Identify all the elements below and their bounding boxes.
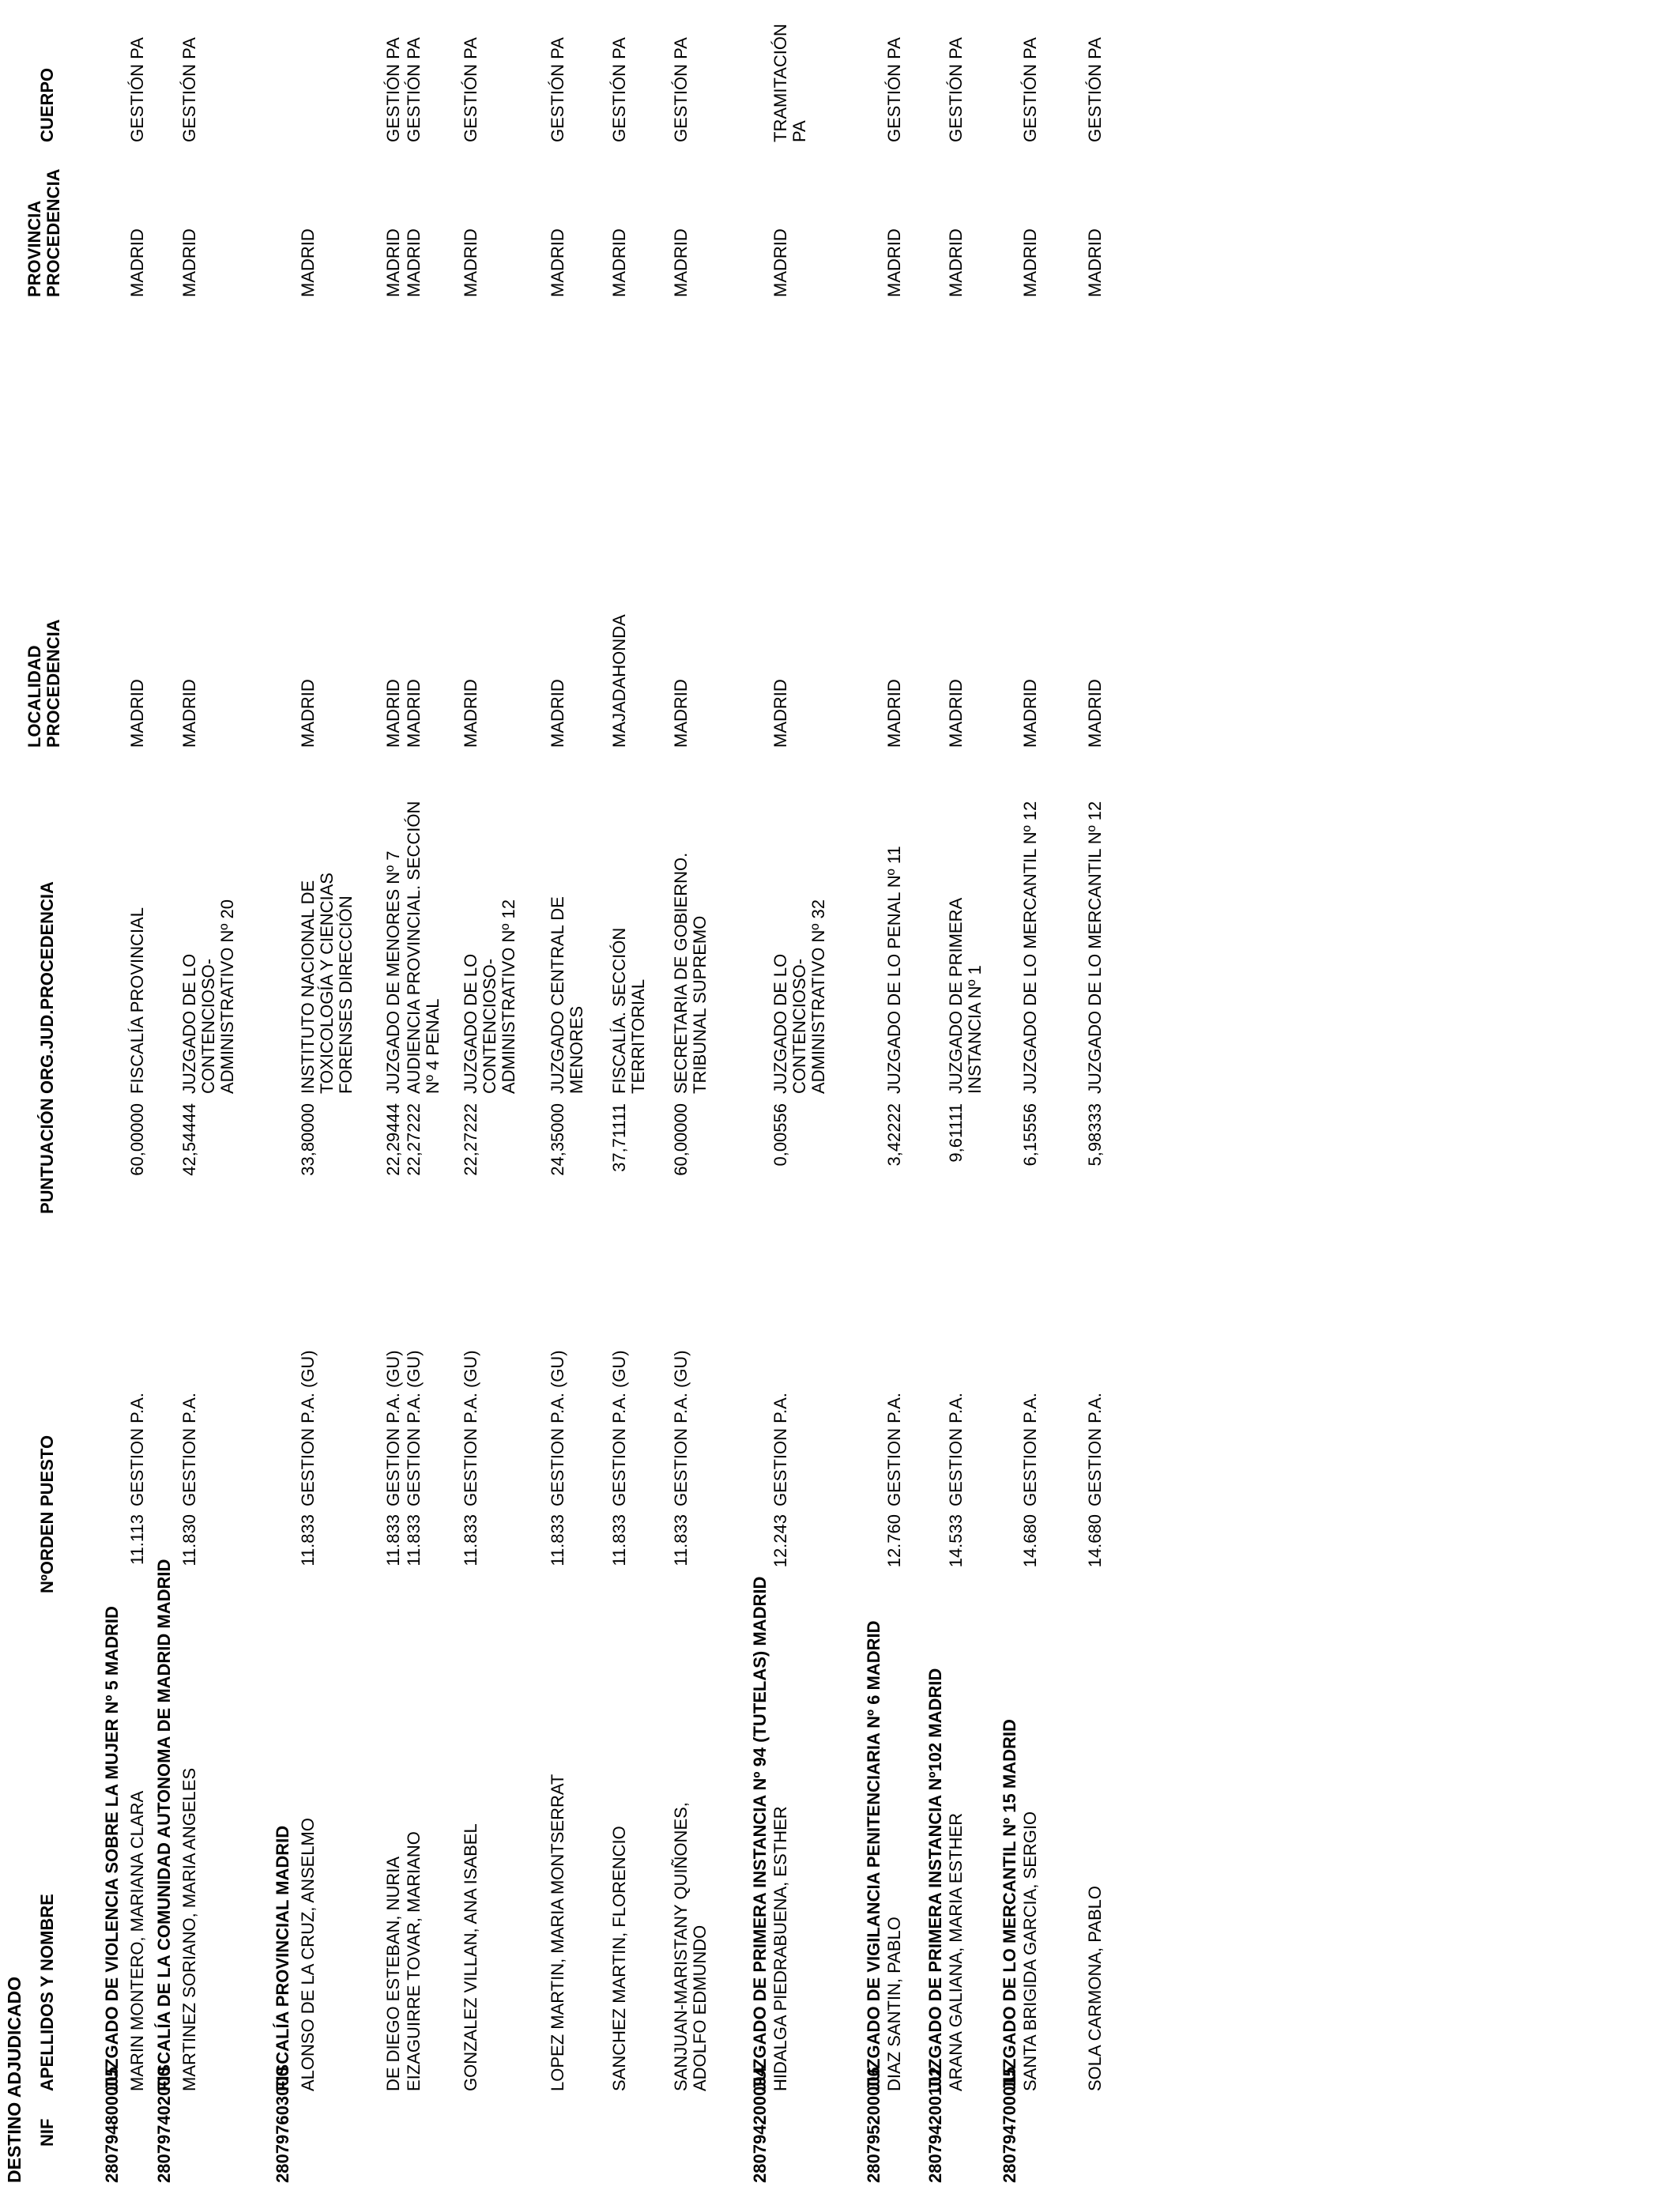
cell-puesto: GESTION P.A. (GU) [404,1350,424,1506]
cell-localidad: MADRID [404,679,424,748]
cell-puntuacion: 42,54444 [179,1103,199,1176]
cell-puntuacion: 60,00000 [127,1103,147,1176]
cell-org: AUDIENCIA PROVINCIAL. SECCIÓN Nº 4 PENAL [404,801,443,1094]
cell-provincia: MADRID [946,228,966,297]
cell-cuerpo: GESTIÓN PA [461,37,480,142]
cell-org: JUZGADO DE LO CONTENCIOSO-ADMINISTRATIVO Nº 12 [461,899,518,1094]
cell-orden: 11.833 [548,1514,567,1566]
cell-provincia: MADRID [461,228,480,297]
cell-cuerpo: GESTIÓN PA [609,37,629,142]
cell-puesto: GESTION P.A. [1020,1393,1040,1506]
sheet-title: DESTINO ADJUDICADO [4,1976,24,2183]
cell-orden: 12.243 [770,1514,790,1568]
cell-puntuacion: 6,15556 [1020,1103,1040,1167]
group-nif: 280794200094 [750,2067,770,2183]
cell-org: FISCALÍA. SECCIÓN TERRITORIAL [609,927,648,1094]
cell-puntuacion: 22,27222 [461,1103,480,1176]
cell-nombre: EIZAGUIRRE TOVAR, MARIANO [404,1831,424,2091]
cell-puntuacion: 9,61111 [946,1103,966,1163]
cell-nombre: HIDALGA PIEDRABUENA, ESTHER [770,1806,790,2091]
cell-provincia: MADRID [548,228,567,297]
cell-localidad: MADRID [946,679,966,748]
group-destino: JUZGADO DE LO MERCANTIL Nº 15 MADRID [1000,1719,1019,2091]
cell-provincia: MADRID [884,228,904,297]
cell-localidad: MADRID [671,679,691,748]
cell-org: JUZGADO DE MENORES Nº 7 [383,850,403,1094]
cell-org: JUZGADO DE PRIMERA INSTANCIA Nº 1 [946,899,985,1094]
cell-puntuacion: 60,00000 [671,1103,691,1176]
cell-localidad: MADRID [884,679,904,748]
cell-org: INSTITUTO NACIONAL DE TOXICOLOGÍA Y CIENCIAS FORENSES DIRECCIÓN [298,873,356,1094]
cell-localidad: MADRID [127,679,147,748]
header-cuerpo: CUERPO [37,67,57,142]
cell-puesto: GESTION P.A. (GU) [461,1350,480,1506]
cell-cuerpo: GESTIÓN PA [548,37,567,142]
cell-cuerpo: GESTIÓN PA [127,37,147,142]
cell-cuerpo: GESTIÓN PA [404,37,424,142]
cell-nombre: SANCHEZ MARTIN, FLORENCIO [609,1826,629,2091]
header-localidad [25,619,63,748]
cell-localidad: MADRID [548,679,567,748]
cell-puesto: GESTION P.A. (GU) [383,1350,403,1506]
cell-puntuacion: 0,00556 [770,1103,790,1167]
cell-puntuacion: 24,35000 [548,1103,567,1176]
cell-puntuacion: 33,80000 [298,1103,318,1176]
cell-cuerpo: GESTIÓN PA [946,37,966,142]
cell-cuerpo: GESTIÓN PA [884,37,904,142]
header-provincia [25,168,63,297]
header-provincia-line2: PROCEDENCIA [43,168,63,297]
cell-localidad: MADRID [179,679,199,748]
cell-localidad: MADRID [298,679,318,748]
cell-localidad: MADRID [461,679,480,748]
header-nif: NIF [37,2118,57,2147]
group-destino: FISCALÍA PROVINCIAL MADRID [273,1825,292,2091]
cell-orden: 12.760 [884,1514,904,1568]
cell-cuerpo: GESTIÓN PA [1020,37,1040,142]
group-destino: FISCALÍA DE LA COMUNIDAD AUTONOMA DE MADRID MADRID [154,1559,174,2091]
header-localidad-line1: LOCALIDAD [24,645,44,748]
cell-orden: 11.833 [383,1514,403,1566]
cell-nombre: DE DIEGO ESTEBAN, NURIA [383,1856,403,2091]
cell-orden: 11.830 [179,1514,199,1566]
cell-provincia: MADRID [770,228,790,297]
group-destino: JUZGADO DE VIGILANCIA PENITENCIARIA Nº 6 MADRID [864,1620,883,2091]
header-puntuacion: PUNTUACIÓN [37,1098,57,1214]
cell-nombre: ARANA GALIANA, MARIA ESTHER [946,1812,966,2091]
cell-org: JUZGADO DE LO CONTENCIOSO-ADMINISTRATIVO Nº 20 [179,899,237,1094]
cell-localidad: MADRID [770,679,790,748]
cell-orden: 11.833 [404,1514,424,1566]
cell-puntuacion: 37,71111 [609,1103,629,1172]
cell-provincia: MADRID [1085,228,1105,297]
cell-org: SECRETARIA DE GOBIERNO. TRIBUNAL SUPREMO [671,852,710,1094]
cell-cuerpo: GESTIÓN PA [1085,37,1105,142]
header-provincia-line1: PROVINCIA [24,200,44,297]
cell-nombre: MARTINEZ SORIANO, MARIA ANGELES [179,1767,199,2091]
header-localidad-line2: PROCEDENCIA [43,619,63,748]
cell-provincia: MADRID [404,228,424,297]
cell-localidad: MAJADAHONDA [609,614,629,748]
cell-puntuacion: 22,29444 [383,1103,403,1176]
cell-nombre: ALONSO DE LA CRUZ, ANSELMO [298,1818,318,2091]
cell-org: FISCALÍA PROVINCIAL [127,907,147,1094]
cell-cuerpo: TRAMITACIÓN PA [770,24,809,142]
cell-localidad: MADRID [1085,679,1105,748]
cell-nombre: SANJUAN-MARISTANY QUIÑONES, ADOLFO EDMUNDO [671,1802,710,2091]
cell-org: JUZGADO DE LO MERCANTIL Nº 12 [1085,801,1105,1094]
group-destino: JUZGADO DE PRIMERA INSTANCIA Nº 94 (TUTELAS) MADRID [750,1576,770,2091]
cell-orden: 11.833 [298,1514,318,1566]
group-destino: JUZGADO DE VIOLENCIA SOBRE LA MUJER Nº 5 MADRID [102,1606,122,2091]
cell-orden: 14.680 [1020,1514,1040,1568]
cell-nombre: SANTA BRIGIDA GARCIA, SERGIO [1020,1811,1040,2091]
cell-puesto: GESTION P.A. [179,1393,199,1506]
header-nombre: APELLIDOS Y NOMBRE [37,1894,57,2091]
cell-provincia: MADRID [127,228,147,297]
cell-provincia: MADRID [671,228,691,297]
group-nif: 280795200006 [864,2067,883,2183]
cell-puesto: GESTION P.A. (GU) [609,1350,629,1506]
cell-puesto: GESTION P.A. [884,1393,904,1506]
cell-orden: 14.680 [1085,1514,1105,1568]
cell-cuerpo: GESTIÓN PA [179,37,199,142]
cell-orden: 11.113 [127,1514,147,1566]
group-nif: 280794200102 [925,2067,945,2183]
cell-cuerpo: GESTIÓN PA [383,37,403,142]
cell-puesto: GESTION P.A. [127,1393,147,1506]
cell-localidad: MADRID [1020,679,1040,748]
cell-org: JUZGADO CENTRAL DE MENORES [548,896,586,1094]
group-nif: 280794700015 [1000,2067,1019,2183]
cell-puesto: GESTION P.A. (GU) [298,1350,318,1506]
cell-nombre: MARIN MONTERO, MARIANA CLARA [127,1790,147,2091]
header-orden: NºORDEN [37,1511,57,1593]
cell-org: JUZGADO DE LO PENAL Nº 11 [884,846,904,1094]
cell-puesto: GESTION P.A. [1085,1393,1105,1506]
cell-puesto: GESTION P.A. (GU) [671,1350,691,1506]
cell-puesto: GESTION P.A. (GU) [548,1350,567,1506]
cell-orden: 11.833 [461,1514,480,1566]
cell-provincia: MADRID [298,228,318,297]
cell-orden: 11.833 [671,1514,691,1566]
cell-puntuacion: 22,27222 [404,1103,424,1176]
cell-provincia: MADRID [179,228,199,297]
cell-cuerpo: GESTIÓN PA [671,37,691,142]
cell-provincia: MADRID [609,228,629,297]
group-destino: JUZGADO DE PRIMERA INSTANCIA Nº102 MADRID [925,1668,945,2091]
cell-orden: 14.533 [946,1514,966,1568]
group-nif: 280797402000 [154,2067,174,2183]
group-nif: 280794800005 [102,2067,122,2183]
cell-provincia: MADRID [1020,228,1040,297]
cell-nombre: GONZALEZ VILLAN, ANA ISABEL [461,1823,480,2091]
group-nif: 280797603000 [273,2067,292,2183]
cell-puesto: GESTION P.A. [770,1393,790,1506]
cell-puntuacion: 5,98333 [1085,1103,1105,1167]
cell-localidad: MADRID [383,679,403,748]
cell-nombre: DIAZ SANTIN, PABLO [884,1917,904,2091]
cell-nombre: SOLA CARMONA, PABLO [1085,1885,1105,2091]
cell-org: JUZGADO DE LO CONTENCIOSO-ADMINISTRATIVO Nº 32 [770,899,828,1094]
cell-orden: 11.833 [609,1514,629,1566]
header-org: ORG.JUD.PROCEDENCIA [37,881,57,1094]
cell-puntuacion: 3,42222 [884,1103,904,1167]
cell-provincia: MADRID [383,228,403,297]
header-puesto: PUESTO [37,1434,57,1506]
cell-puesto: GESTION P.A. [946,1393,966,1506]
cell-org: JUZGADO DE LO MERCANTIL Nº 12 [1020,801,1040,1094]
cell-nombre: LOPEZ MARTIN, MARIA MONTSERRAT [548,1774,567,2091]
